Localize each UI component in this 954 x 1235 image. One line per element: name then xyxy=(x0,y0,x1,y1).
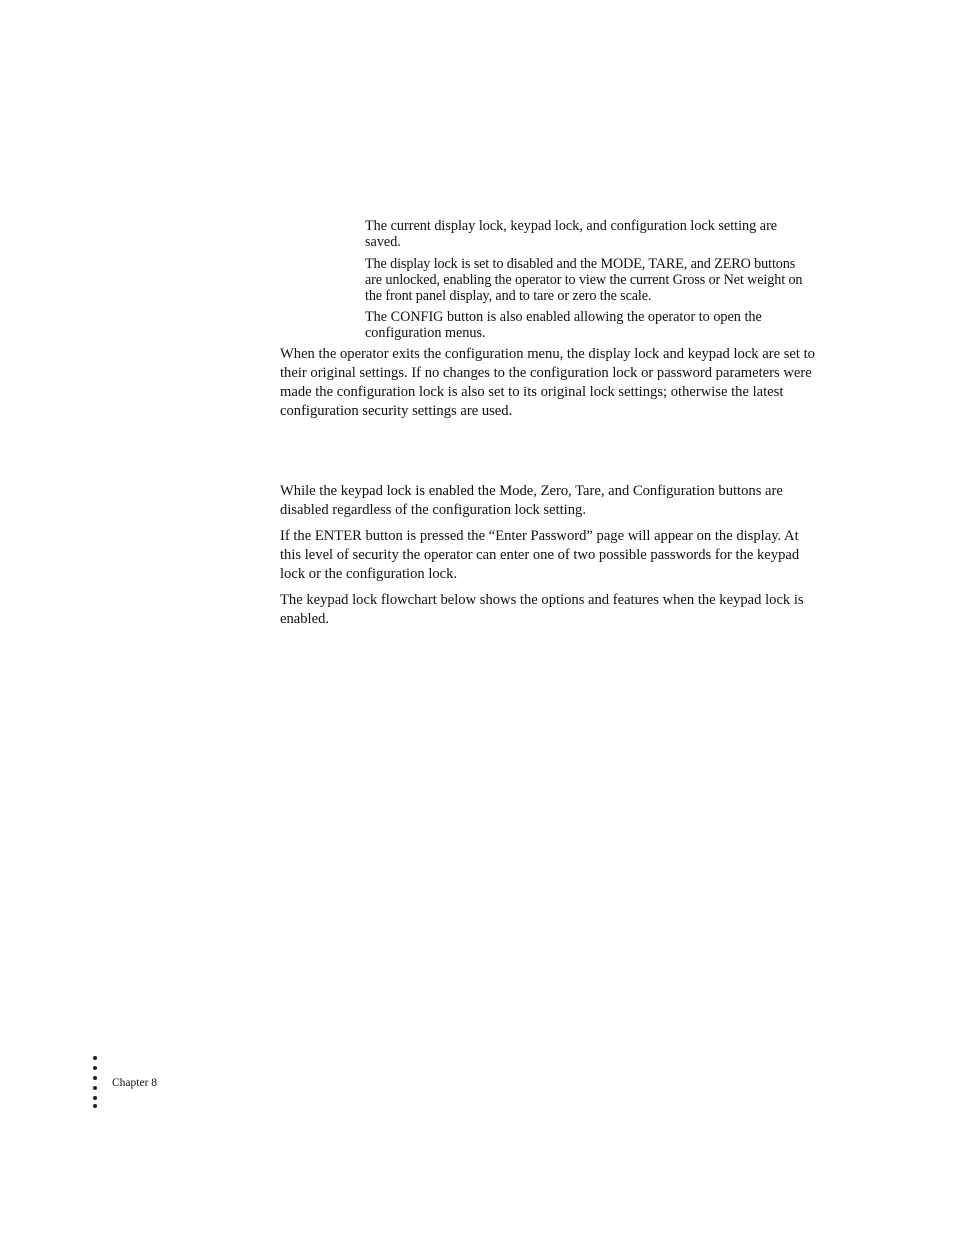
paragraph-flowchart-intro: The keypad lock flowchart below shows the options and features when the keypad lock is enabled. xyxy=(280,592,804,627)
bullet-text-display-lock: The display lock is set to disabled and the MODE, TARE, and ZERO buttons are unlocked, enabling the operator to view the current Gross or Net weight on the front panel display, and to tare or zero the scale. xyxy=(365,256,803,304)
footer-dot xyxy=(93,1086,97,1090)
paragraph-keypad-lock-enabled: While the keypad lock is enabled the Mode, Zero, Tare, and Configuration buttons are disabled regardless of the configuration lock setting. xyxy=(280,483,783,518)
footer-dot xyxy=(93,1066,97,1070)
footer-dot xyxy=(93,1076,97,1080)
footer-chapter-label: Chapter 8 xyxy=(112,1077,158,1089)
footer-dot xyxy=(93,1056,97,1060)
footer-dots-decoration xyxy=(91,1054,99,1110)
bullet-text-config-button: The CONFIG button is also enabled allowing the operator to open the configuration menus. xyxy=(365,309,762,341)
paragraph-enter-password: If the ENTER button is pressed the “Enter Password” page will appear on the display. At this level of security the operator can enter one of two possible passwords for the keypad lock or the configuration lock. xyxy=(280,528,800,582)
paragraph-exit-config-menu: When the operator exits the configuration menu, the display lock and keypad lock are set to their original settings. If no changes to the configuration lock or password parameters were made the configuration lock is also set to its original lock settings; otherwise the latest configuration security settings are used. xyxy=(280,346,815,419)
bullet-text-saved-settings: The current display lock, keypad lock, and configuration lock setting are saved. xyxy=(365,218,778,250)
footer-dot xyxy=(93,1104,97,1108)
footer-dot xyxy=(93,1096,97,1100)
